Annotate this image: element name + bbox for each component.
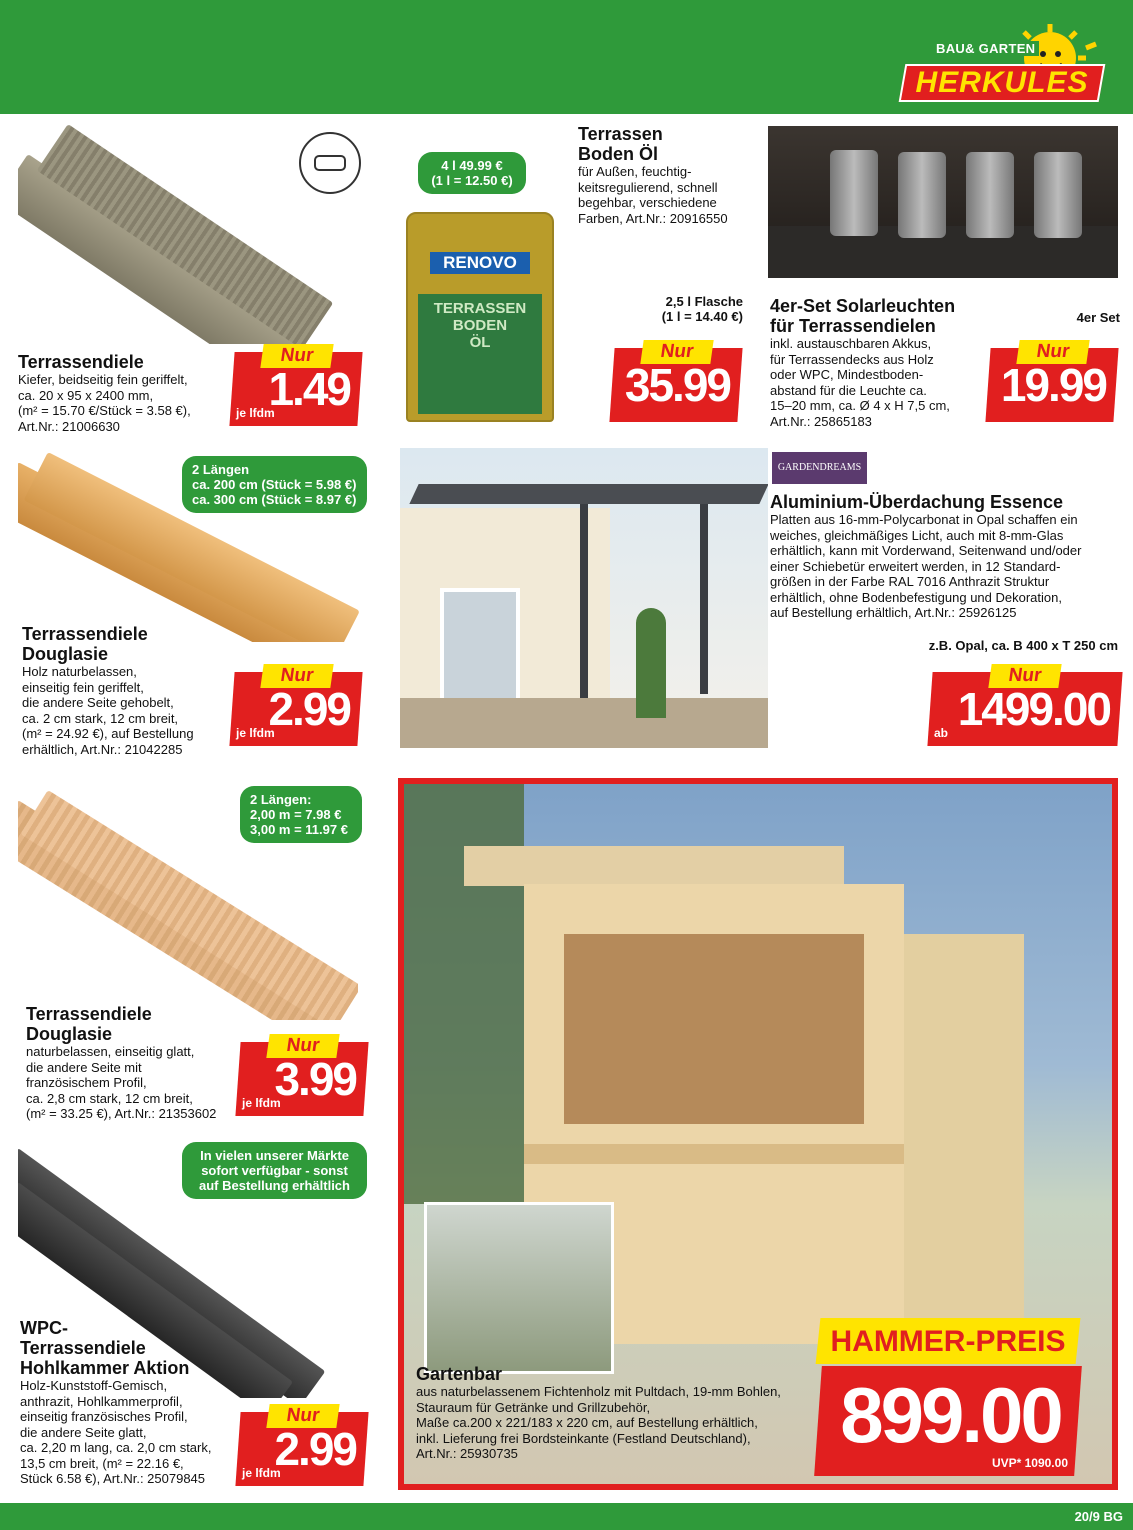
product-description: Kiefer, beidseitig fein geriffelt, ca. 20 x 95 x 2400 mm, (m² = 15.70 €/Stück = 3.58 €), Art.Nr.: 21006630 (18, 372, 191, 434)
product-set-note: 4er Set (1076, 310, 1120, 325)
can-label: TERRASSEN BODEN ÖL (418, 294, 542, 414)
uvp-price: UVP* 1090.00 (991, 1456, 1068, 1470)
hammer-price-value: 899.00 (840, 1371, 1061, 1459)
price-nur-label: Nur (266, 1404, 339, 1428)
product-image-ueberdachung (400, 448, 768, 748)
product-title: Aluminium-Überdachung Essence (770, 492, 1064, 512)
product-description: inkl. austauschbaren Akkus, für Terrassendecks aus Holz oder WPC, Mindestboden- abstand für die Leuchte ca. 15–20 mm, ca. Ø 4 x H 7,5 cm, Art.Nr.: 25865183 (770, 336, 950, 429)
page-number: 20/9 BG (1074, 1509, 1123, 1524)
price-value: 1.49 (268, 363, 350, 415)
price-value: 19.99 (1000, 359, 1106, 411)
product-description: naturbelassen, einseitig glatt, die andere Seite mit französischem Profil, ca. 2,8 cm stark, 12 cm breit, (m² = 33.25 €), Art.Nr.: 21353602 (26, 1044, 217, 1121)
footer-bar (0, 1503, 1133, 1530)
product-terrassen-boden-oel (578, 124, 763, 226)
can-brand: RENOVO (430, 252, 530, 274)
product-size-note: z.B. Opal, ca. B 400 x T 250 cm (928, 638, 1118, 653)
logo-wordmark: HERKULES (899, 64, 1106, 102)
gardendreams-logo: GARDENDREAMS (772, 452, 867, 484)
availability-badge: In vielen unserer Märkte sofort verfügbar - sonst auf Bestellung erhältlich (182, 1142, 367, 1199)
product-image-renovo-can (400, 204, 560, 426)
price-tag-terrassendiele-kiefer (232, 344, 360, 424)
price-unit: je lfdm (242, 1096, 281, 1110)
price-tag-ueberdachung (930, 664, 1120, 744)
price-nur-label: Nur (1016, 340, 1089, 364)
price-tag-wpc (238, 1404, 366, 1484)
product-description: aus naturbelassenem Fichtenholz mit Pultdach, 19-mm Bohlen, Stauraum für Getränke und Grillzubehör, Maße ca.200 x 221/183 x 220 cm, auf Bestellung erhältlich, inkl. Lieferung frei Bordsteinkante (Festland Deutschland), Art.Nr.: 25930735 (416, 1384, 781, 1461)
price-unit: je lfdm (242, 1466, 281, 1480)
kesseldruck-stamp-icon (295, 128, 365, 198)
price-value: 35.99 (624, 359, 730, 411)
lengths-badge: 2 Längen ca. 200 cm (Stück = 5.98 €) ca. 300 cm (Stück = 8.97 €) (182, 456, 367, 513)
price-value: 2.99 (268, 683, 350, 735)
price-tag-douglasie-1 (232, 664, 360, 744)
product-title: Gartenbar (416, 1364, 503, 1384)
price-nur-label: Nur (260, 344, 333, 368)
product-title: Terrassendiele (18, 352, 144, 372)
product-description: Holz naturbelassen, einseitig fein geriffelt, die andere Seite gehobelt, ca. 2 cm stark, 12 cm breit, (m² = 24.92 €), auf Bestellung erhältlich, Art.Nr.: 21042285 (22, 664, 194, 757)
price-nur-label: Nur (266, 1034, 339, 1058)
price-nur-label: Nur (640, 340, 713, 364)
product-terrassendiele-douglasie-1 (22, 624, 242, 757)
price-tag-terrassen-boden-oel (612, 340, 740, 420)
lengths-badge: 2 Längen: 2,00 m = 7.98 € 3,00 m = 11.97 € (240, 786, 362, 843)
product-wpc-terrassendiele (20, 1318, 245, 1487)
product-description: Holz-Kunststoff-Gemisch, anthrazit, Hohlkammerprofil, einseitig französisches Profil, die andere Seite glatt, ca. 2,20 m lang, ca. 2,0 cm stark, 13,5 cm breit, (m² = 22.16 €, Stück 6.58 €), Art.Nr.: 25079845 (20, 1378, 212, 1486)
price-nur-label: Nur (260, 664, 333, 688)
price-tag-douglasie-2 (238, 1034, 366, 1114)
product-description: Platten aus 16-mm-Polycarbonat in Opal schaffen ein weiches, gleichmäßiges Licht, auch mit 8-mm-Glas erhältlich, kann mit Vorderwand, Seitenwand und/oder einer Schiebetür erweitert werden, in 12 Standard- größen in der Farbe RAL 7016 Anthrazit Struktur erhältlich, ohne Bodenbefestigung und Dekoration, auf Bestellung erhältlich, Art.Nr.: 25926125 (770, 512, 1082, 620)
price-unit: je lfdm (236, 726, 275, 740)
price-unit: ab (934, 726, 949, 740)
price-unit: je lfdm (236, 406, 275, 420)
product-title: Terrassendiele Douglasie (22, 624, 148, 664)
product-title: 4er-Set Solarleuchten für Terrassendielen (770, 296, 956, 336)
volume-price-badge: 4 l 49.99 € (1 l = 12.50 €) (418, 152, 526, 194)
product-description: für Außen, feuchtig- keitsregulierend, schnell begehbar, verschiedene Farben, Art.Nr.: 20916550 (578, 164, 728, 226)
product-terrassendiele-kiefer (18, 352, 233, 434)
product-title: Terrassendiele Douglasie (26, 1004, 152, 1044)
product-title: WPC- Terrassendiele Hohlkammer Aktion (20, 1318, 190, 1378)
price-tag-solarleuchten (988, 340, 1116, 420)
product-size-note: 2,5 l Flasche (1 l = 14.40 €) (661, 294, 743, 324)
herkules-logo[interactable] (900, 24, 1112, 108)
price-value: 2.99 (274, 1423, 356, 1475)
product-title: Terrassen Boden Öl (578, 124, 663, 164)
price-nur-label: Nur (988, 664, 1061, 688)
product-gartenbar (416, 1364, 836, 1462)
product-solarleuchten (770, 296, 990, 429)
product-image-solarleuchten (768, 126, 1118, 278)
price-value: 1499.00 (957, 683, 1110, 735)
hammer-price-label: HAMMER-PREIS (830, 1325, 1066, 1358)
product-ueberdachung (770, 492, 1130, 621)
price-value: 3.99 (274, 1053, 356, 1105)
hammer-price-tag (818, 1318, 1078, 1494)
logo-subtitle: BAU& GARTEN (932, 41, 1039, 56)
product-terrassendiele-douglasie-2 (26, 1004, 246, 1122)
